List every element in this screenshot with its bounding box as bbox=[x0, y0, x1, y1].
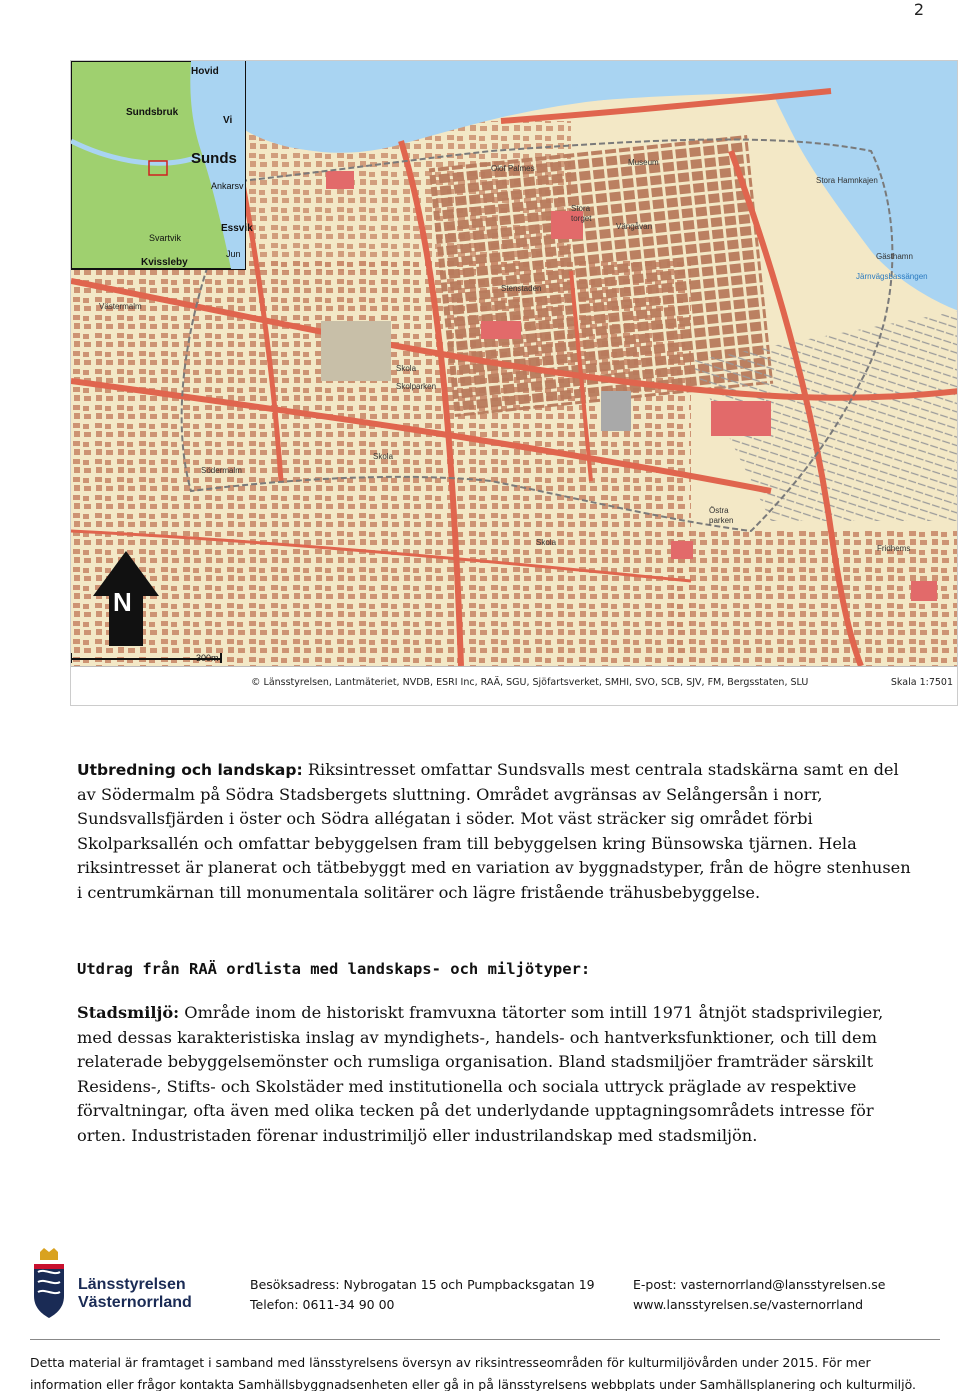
svg-text:Hovid: Hovid bbox=[191, 66, 219, 77]
website-link[interactable]: www.lansstyrelsen.se/vasternorrland bbox=[633, 1297, 864, 1312]
svg-text:Stora Hamnkajen: Stora Hamnkajen bbox=[816, 176, 878, 185]
map-credits: © Länsstyrelsen, Lantmäteriet, NVDB, ESRI Inc, RAÄ, SGU, Sjöfartsverket, SMHI, SVO, SCB, SJV, FM, Bergsstaten, SLU bbox=[251, 677, 809, 688]
svg-text:torget: torget bbox=[571, 214, 592, 223]
paragraph-extent bbox=[77, 758, 917, 905]
disclaimer: Detta material är framtaget i samband med länsstyrelsens översyn av riksintresseområden för kulturmiljövården under 2015. För mer information eller frågor kontakta Samhällsbyggnadsenheten eller gå in på länsstyrelsens webbplats under Samhällsplanering och kulturmiljö. bbox=[30, 1355, 917, 1391]
svg-text:Stora: Stora bbox=[571, 204, 591, 213]
map-scale: Skala 1:7501 bbox=[890, 677, 953, 688]
paragraph-definition-text: Område inom de historiskt framvuxna tätorter som intill 1971 åtnjöt stadsprivilegier, med dessas karakteristiska inslag av myndighets-, handels- och hantverksfunktioner, och till dem relaterade bebyggelsemönster och rumsliga organisation. Bland stadsmiljöer framträder särskilt Residens-, Stifts- och Skolstäder med institutionella och sociala uttryck präglade av respektive förvaltningar, ofta även med olika tecken på det underlydande upptagningsområdets intresse för orten. Industristaden förenar industrimiljö eller industrilandskap med stadsmiljön. bbox=[77, 1003, 884, 1145]
svg-text:Jun: Jun bbox=[226, 249, 241, 259]
svg-text:Skola: Skola bbox=[536, 538, 557, 547]
svg-text:Skola: Skola bbox=[373, 452, 394, 461]
map-graphic bbox=[71, 61, 958, 666]
svg-text:Essvik: Essvik bbox=[221, 223, 253, 234]
svg-text:parken: parken bbox=[709, 516, 734, 525]
paragraph-extent-lead: Utbredning och landskap: bbox=[77, 761, 303, 779]
paragraph-definition bbox=[77, 1001, 917, 1148]
paragraph-extent-text: Riksintresset omfattar Sundsvalls mest centrala stadskärna samt en del av Södermalm på Södra Stadsbergets sluttning. Området avgränsas av Selångersån i norr, Sundsvallsfjärden i öster och Södra allégatan i söder. Mot väst sträcker sig området förbi Skolparksallén och omfattar bebyggelsen fram till bebyggelsen kring Bünsowska tjärnen. Hela riksintresset är planerat och tätbebyggt med en variation av byggnadstyper, från de högre stenhusen i centrumkärnan till monumentala solitärer och lägre fristående trähusbebyggelse. bbox=[77, 760, 911, 902]
svg-text:Museum: Museum bbox=[628, 158, 659, 167]
svg-text:Sundsbruk: Sundsbruk bbox=[126, 107, 179, 118]
lansstyrelsen-logo bbox=[30, 1248, 190, 1320]
svg-text:Skolparken: Skolparken bbox=[396, 382, 437, 391]
inset-map bbox=[71, 61, 253, 269]
svg-text:Vi: Vi bbox=[223, 115, 233, 126]
paragraph-definition-lead: Stadsmiljö: bbox=[77, 1003, 180, 1022]
svg-text:300m: 300m bbox=[196, 653, 219, 663]
svg-text:Olof Palmes: Olof Palmes bbox=[491, 164, 535, 173]
logo-line-2: Västernorrland bbox=[78, 1294, 192, 1311]
svg-text:Södermalm: Södermalm bbox=[201, 466, 242, 475]
email-address[interactable]: E-post: vasternorrland@lansstyrelsen.se bbox=[633, 1277, 886, 1292]
section-heading: Utdrag från RAÄ ordlista med landskaps- och miljötyper: bbox=[77, 960, 591, 978]
svg-text:Svartvik: Svartvik bbox=[149, 233, 182, 243]
svg-text:Östra: Östra bbox=[709, 506, 729, 515]
logo-line-1: Länsstyrelsen bbox=[78, 1276, 186, 1293]
svg-text:Kvissleby: Kvissleby bbox=[141, 257, 188, 268]
svg-text:Skola: Skola bbox=[396, 364, 417, 373]
svg-text:Vängåvan: Vängåvan bbox=[616, 222, 653, 231]
logo-name bbox=[78, 1276, 192, 1312]
svg-text:Stenstaden: Stenstaden bbox=[501, 284, 542, 293]
svg-text:Västermalm: Västermalm bbox=[99, 302, 142, 311]
svg-text:N: N bbox=[113, 587, 132, 617]
svg-text:Sunds: Sunds bbox=[191, 150, 237, 167]
footer-divider bbox=[30, 1339, 940, 1340]
svg-text:Fridhems: Fridhems bbox=[877, 544, 911, 553]
svg-text:Gästhamn: Gästhamn bbox=[876, 252, 913, 261]
crest-icon bbox=[30, 1248, 68, 1318]
svg-text:Järnvägsbassängen: Järnvägsbassängen bbox=[856, 272, 928, 281]
phone-number: Telefon: 0611-34 90 00 bbox=[250, 1297, 395, 1312]
map-footer bbox=[71, 666, 958, 706]
page-number: 2 bbox=[913, 0, 924, 19]
svg-text:Ankarsv: Ankarsv bbox=[211, 181, 244, 191]
map bbox=[70, 60, 958, 706]
visit-address: Besöksadress: Nybrogatan 15 och Pumpbacksgatan 19 bbox=[250, 1277, 595, 1292]
